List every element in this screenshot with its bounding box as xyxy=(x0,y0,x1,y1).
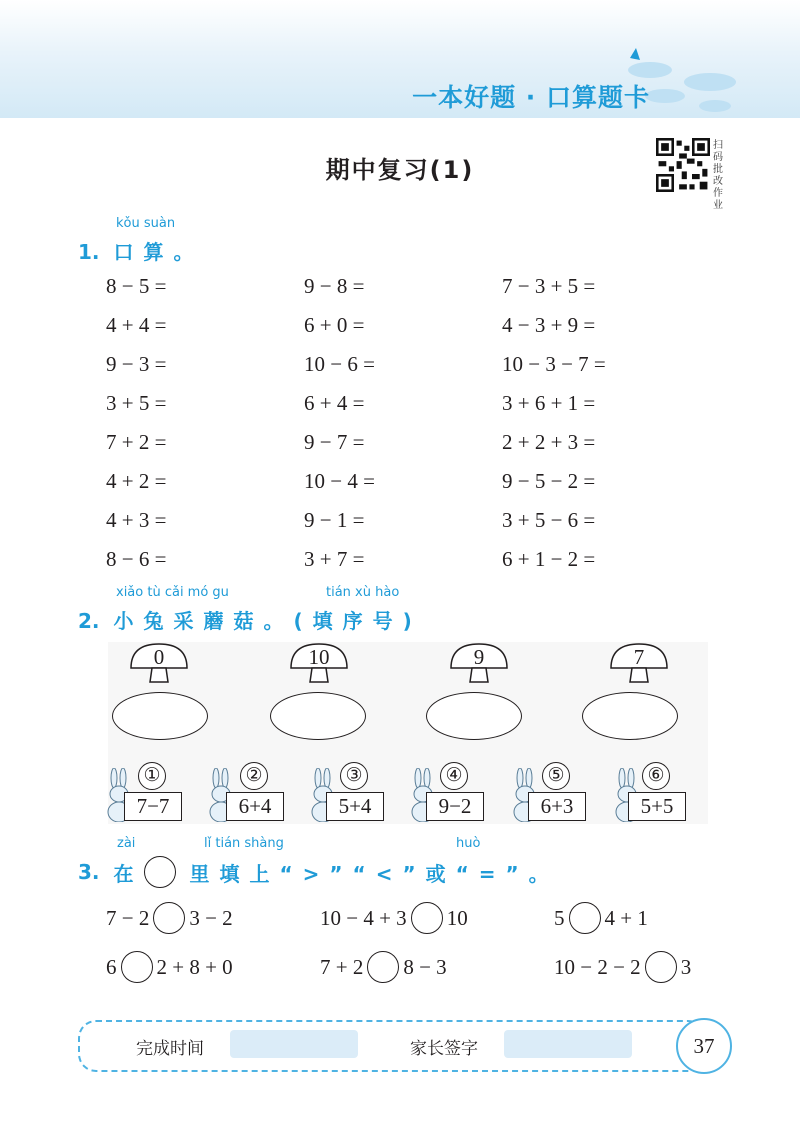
compare-right: 10 xyxy=(446,905,468,930)
compare-left: 7 + 2 xyxy=(320,954,364,979)
calc-item[interactable]: 4 + 3 = xyxy=(106,508,167,532)
rabbit-expression: 6+4 xyxy=(226,792,284,821)
compare-right: 3 xyxy=(680,954,692,979)
oral-calc-grid xyxy=(106,270,666,582)
answer-oval[interactable] xyxy=(582,692,678,740)
calc-item[interactable]: 3 + 7 = xyxy=(304,547,365,571)
mushroom-number: 7 xyxy=(633,645,645,669)
page-number: 37 xyxy=(676,1018,732,1074)
calc-item[interactable]: 3 + 5 − 6 = xyxy=(502,508,596,532)
rabbit-expression: 7−7 xyxy=(124,792,182,821)
rabbit-number: ⑤ xyxy=(542,762,570,790)
compare-circle[interactable] xyxy=(121,951,153,983)
calc-item[interactable]: 6 + 4 = xyxy=(304,391,365,415)
compare-item xyxy=(554,902,648,934)
rabbit-expression: 5+4 xyxy=(326,792,384,821)
header-title: 一本好题 · 口算题卡 xyxy=(412,83,650,112)
compare-item xyxy=(554,951,691,983)
compare-circle[interactable] xyxy=(153,902,185,934)
calc-item[interactable]: 2 + 2 + 3 = xyxy=(502,430,596,454)
compare-circle[interactable] xyxy=(367,951,399,983)
calc-item[interactable]: 9 − 8 = xyxy=(304,274,365,298)
calc-item[interactable]: 9 − 7 = xyxy=(304,430,365,454)
compare-right: 8 − 3 xyxy=(403,954,447,979)
section2-pinyin-1: xiǎo tù cǎi mó gu xyxy=(116,585,229,600)
rabbit-number: ② xyxy=(240,762,268,790)
section1-number: 1. xyxy=(78,240,100,264)
completion-time-label: 完成时间 xyxy=(136,1039,204,1059)
mushroom-number: 0 xyxy=(153,645,165,669)
answer-oval[interactable] xyxy=(112,692,208,740)
section3-pinyin-1: zài xyxy=(117,836,136,851)
compare-item xyxy=(320,902,468,934)
rabbit-expression: 5+5 xyxy=(628,792,686,821)
calc-item[interactable]: 10 − 6 = xyxy=(304,352,375,376)
compare-right: 4 + 1 xyxy=(604,905,648,930)
section3-header xyxy=(78,856,559,888)
rabbit-number: ① xyxy=(138,762,166,790)
mushroom-number: 9 xyxy=(473,645,485,669)
calc-item[interactable]: 6 + 0 = xyxy=(304,313,365,337)
calc-item[interactable]: 8 − 6 = xyxy=(106,547,167,571)
calc-item[interactable]: 9 − 5 − 2 = xyxy=(502,469,596,493)
compare-circle[interactable] xyxy=(645,951,677,983)
section2-number: 2. xyxy=(78,609,100,633)
page-title: 期中复习(1) xyxy=(325,156,475,184)
mushroom-picture xyxy=(108,642,708,824)
compare-circle[interactable] xyxy=(411,902,443,934)
rabbit-number: ⑥ xyxy=(642,762,670,790)
section1-title: 口算。 xyxy=(113,240,204,264)
calc-item[interactable]: 7 + 2 = xyxy=(106,430,167,454)
answer-oval[interactable] xyxy=(270,692,366,740)
calc-item[interactable]: 3 + 6 + 1 = xyxy=(502,391,596,415)
section2-title: 小兔采蘑菇。(填序号) xyxy=(113,609,422,633)
parent-signature-label: 家长签字 xyxy=(410,1039,478,1059)
calc-item[interactable]: 4 + 4 = xyxy=(106,313,167,337)
rabbit-expression: 9−2 xyxy=(426,792,484,821)
rabbit-number: ④ xyxy=(440,762,468,790)
section3-title-a: 在 xyxy=(113,861,144,886)
compare-left: 10 − 4 + 3 xyxy=(320,905,407,930)
calc-item[interactable]: 9 − 3 = xyxy=(106,352,167,376)
compare-item xyxy=(106,902,233,934)
parent-signature-field[interactable] xyxy=(504,1030,632,1058)
sample-circle xyxy=(144,856,176,888)
calc-item[interactable]: 3 + 5 = xyxy=(106,391,167,415)
answer-oval[interactable] xyxy=(426,692,522,740)
section2-pinyin-2: tián xù hào xyxy=(326,585,400,600)
compare-item xyxy=(106,951,233,983)
section2-header xyxy=(78,605,422,634)
compare-right: 2 + 8 + 0 xyxy=(156,954,233,979)
compare-left: 10 − 2 − 2 xyxy=(554,954,641,979)
compare-item xyxy=(320,951,447,983)
compare-left: 7 − 2 xyxy=(106,905,150,930)
compare-right: 3 − 2 xyxy=(189,905,233,930)
calc-item[interactable]: 4 − 3 + 9 = xyxy=(502,313,596,337)
qr-note: 扫码批改作业 xyxy=(713,140,723,211)
calc-item[interactable]: 4 + 2 = xyxy=(106,469,167,493)
calc-item[interactable]: 8 − 5 = xyxy=(106,274,167,298)
section3-pinyin-2: lǐ tián shàng xyxy=(204,836,284,851)
compare-circle[interactable] xyxy=(569,902,601,934)
calc-item[interactable]: 10 − 4 = xyxy=(304,469,375,493)
calc-item[interactable]: 9 − 1 = xyxy=(304,508,365,532)
compare-left: 6 xyxy=(106,954,117,979)
section3-number: 3. xyxy=(78,860,100,884)
section3-pinyin-3: huò xyxy=(456,836,481,851)
mushroom-number: 10 xyxy=(308,645,330,669)
section3-title-b: 里填上“>”“<”或“=”。 xyxy=(189,861,559,886)
rabbit-expression: 6+3 xyxy=(528,792,586,821)
compare-left: 5 xyxy=(554,905,565,930)
qr-code-icon[interactable] xyxy=(656,138,710,192)
section1-header xyxy=(78,236,204,265)
completion-time-field[interactable] xyxy=(230,1030,358,1058)
calc-item[interactable]: 7 − 3 + 5 = xyxy=(502,274,596,298)
section1-pinyin: kǒu suàn xyxy=(116,216,176,231)
rabbit-number: ③ xyxy=(340,762,368,790)
calc-item[interactable]: 10 − 3 − 7 = xyxy=(502,352,606,376)
calc-item[interactable]: 6 + 1 − 2 = xyxy=(502,547,596,571)
